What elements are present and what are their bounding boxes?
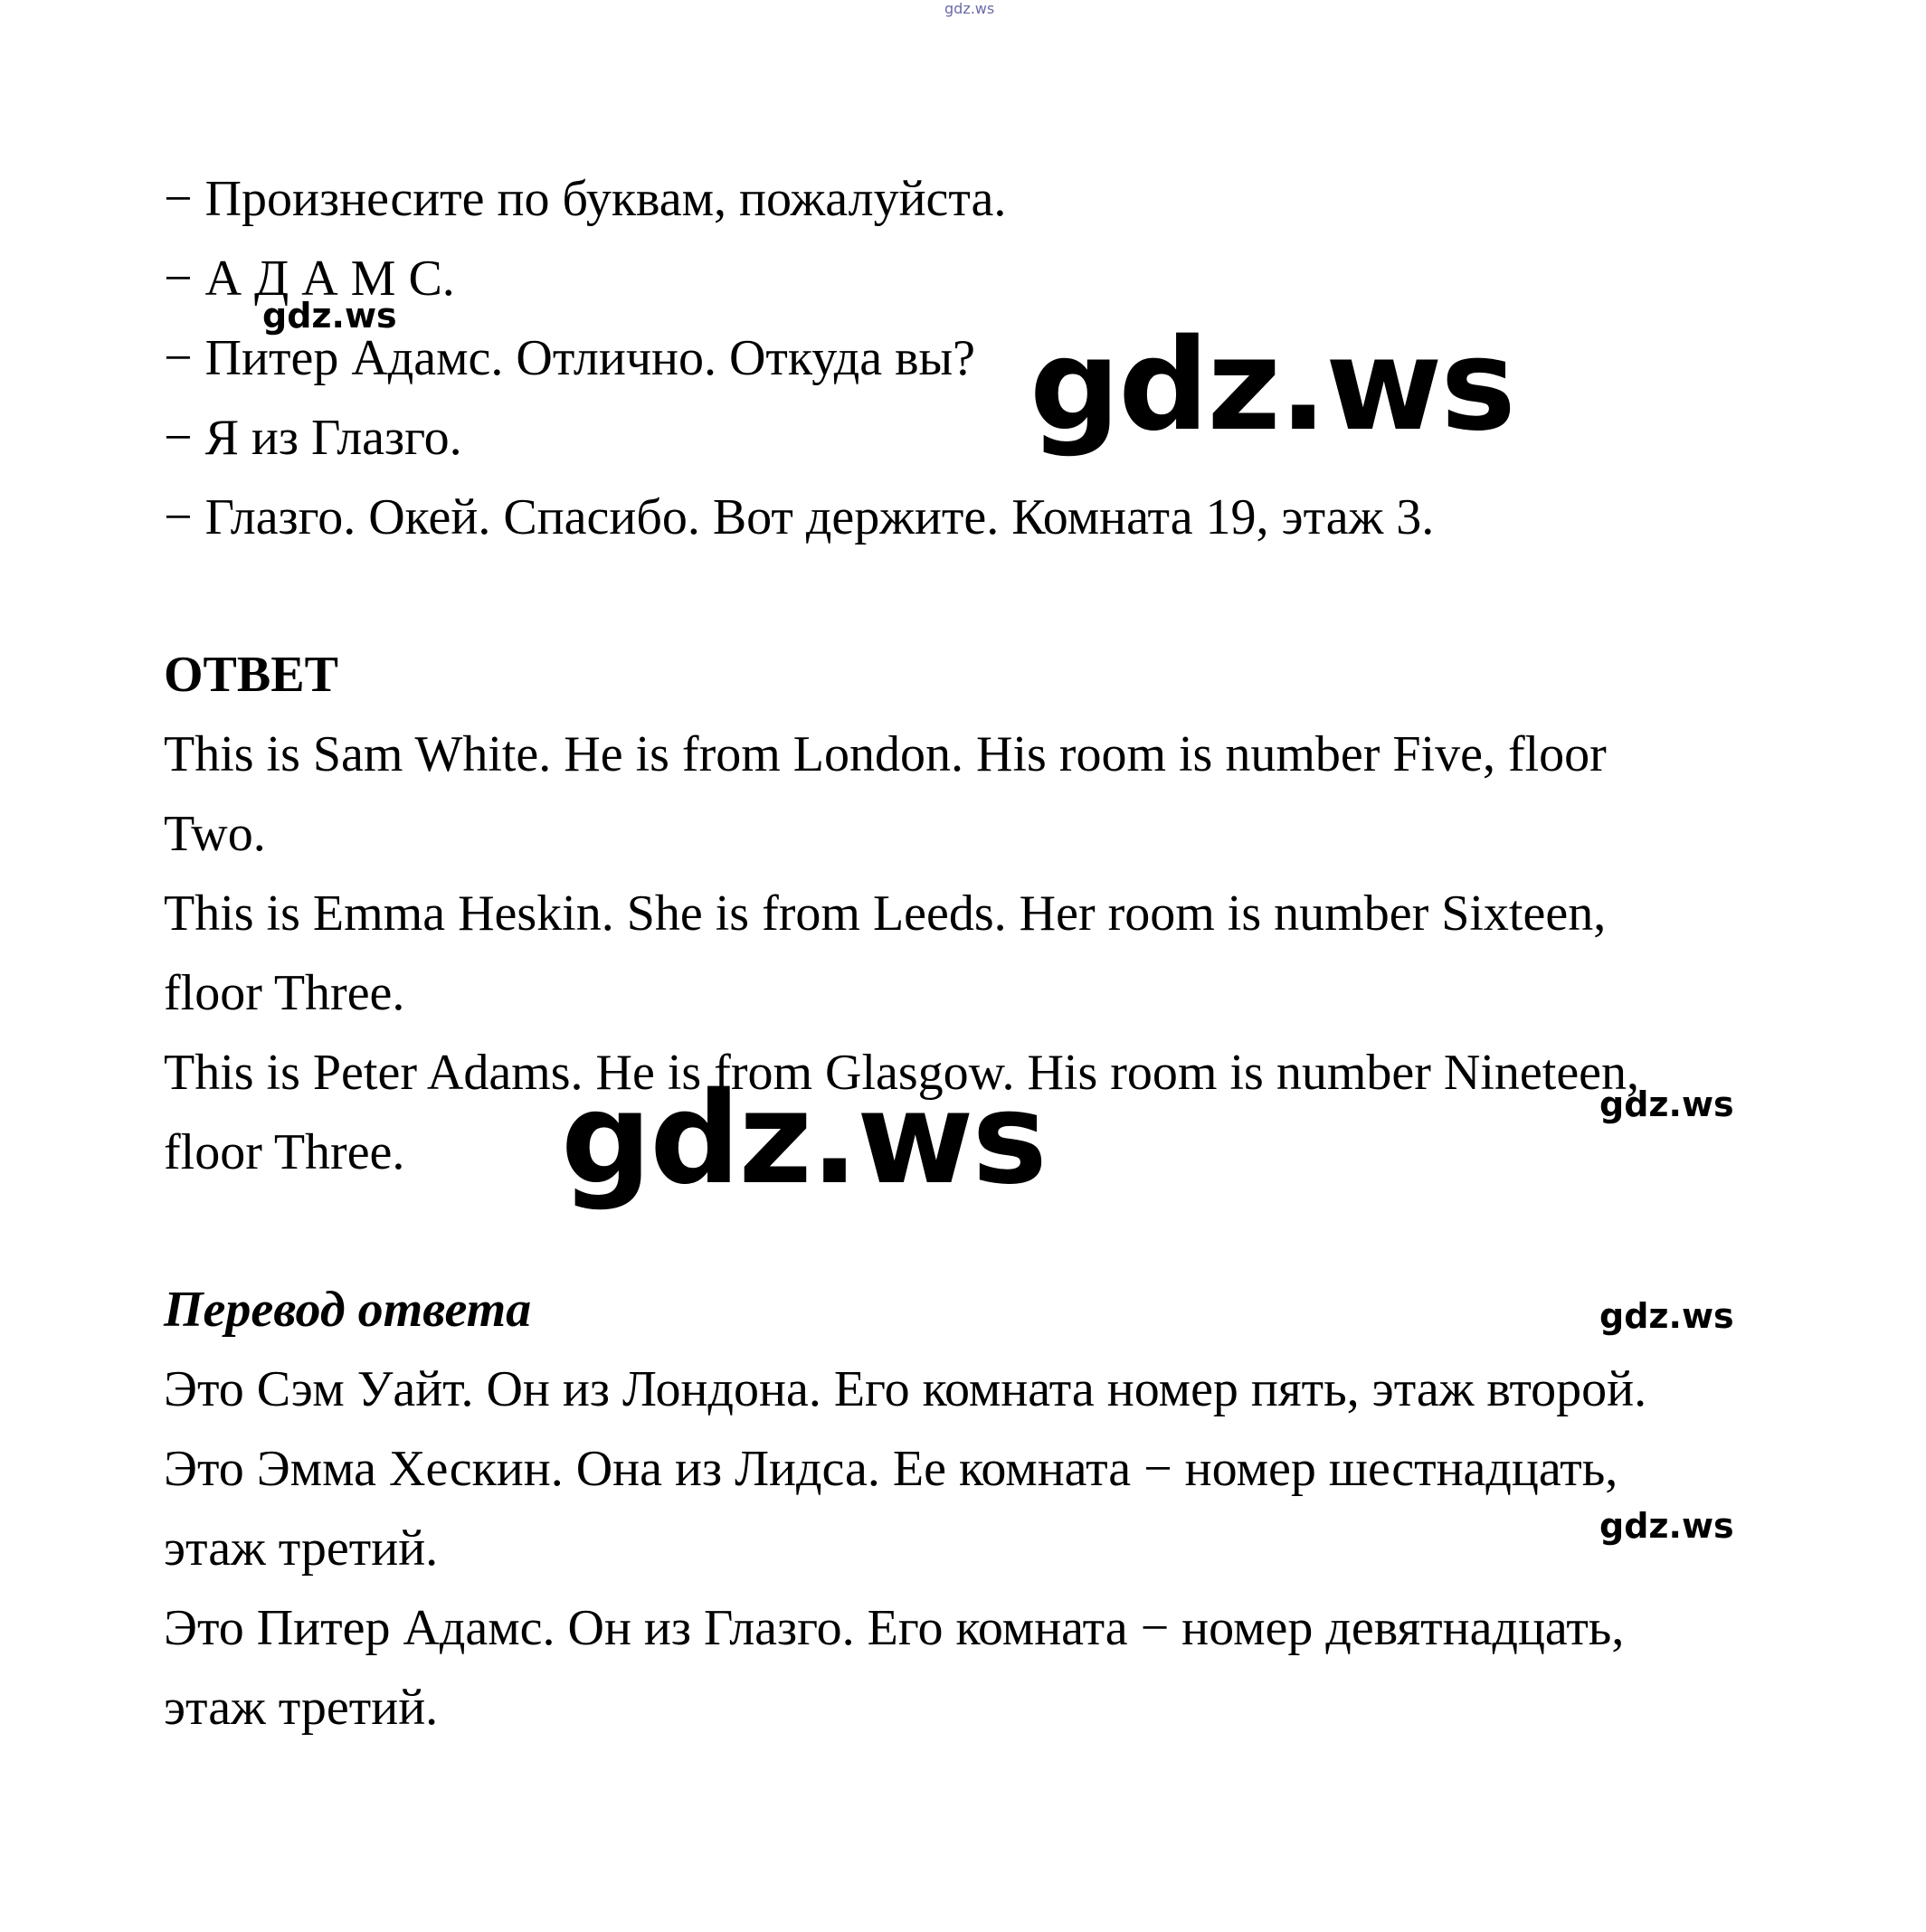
- watermark-small: gdz.ws: [1599, 1506, 1734, 1546]
- translation-line: этаж третий.: [164, 1680, 439, 1736]
- answer-line: Two.: [164, 806, 266, 862]
- watermark-small: gdz.ws: [1599, 1084, 1734, 1124]
- dialogue-line: − Я из Глазго.: [164, 410, 462, 466]
- answer-line: This is Emma Heskin. She is from Leeds. Her room is number Sixteen,: [164, 886, 1607, 942]
- dialogue-line: − Глазго. Окей. Спасибо. Вот держите. Комната 19, этаж 3.: [164, 489, 1435, 545]
- translation-line: этаж третий.: [164, 1520, 439, 1577]
- translation-line: Это Эмма Хескин. Она из Лидса. Ее комната − номер шестнадцать,: [164, 1441, 1618, 1497]
- watermark-large: gdz.ws: [1029, 312, 1514, 459]
- answer-line: floor Three.: [164, 965, 405, 1021]
- translation-line: Это Сэм Уайт. Он из Лондона. Его комната номер пять, этаж второй.: [164, 1361, 1647, 1417]
- watermark-small: gdz.ws: [262, 296, 397, 336]
- answer-line: floor Three.: [164, 1124, 405, 1180]
- watermark-small: gdz.ws: [1599, 1296, 1734, 1336]
- dialogue-line: − Произнесите по буквам, пожалуйста.: [164, 171, 1007, 227]
- translation-line: Это Питер Адамс. Он из Глазго. Его комната − номер девятнадцать,: [164, 1600, 1625, 1656]
- answer-line: This is Peter Adams. He is from Glasgow. His room is number Nineteen,: [164, 1045, 1640, 1101]
- answer-line: This is Sam White. He is from London. His room is number Five, floor: [164, 726, 1607, 782]
- answer-heading: ОТВЕТ: [164, 647, 338, 703]
- watermark-top: gdz.ws: [944, 0, 995, 17]
- dialogue-line: − Питер Адамс. Отлично. Откуда вы?: [164, 330, 976, 386]
- watermark-large: gdz.ws: [561, 1065, 1046, 1213]
- dialogue-line: − А Д А М С.: [164, 251, 455, 307]
- translation-heading: Перевод ответа: [164, 1282, 532, 1338]
